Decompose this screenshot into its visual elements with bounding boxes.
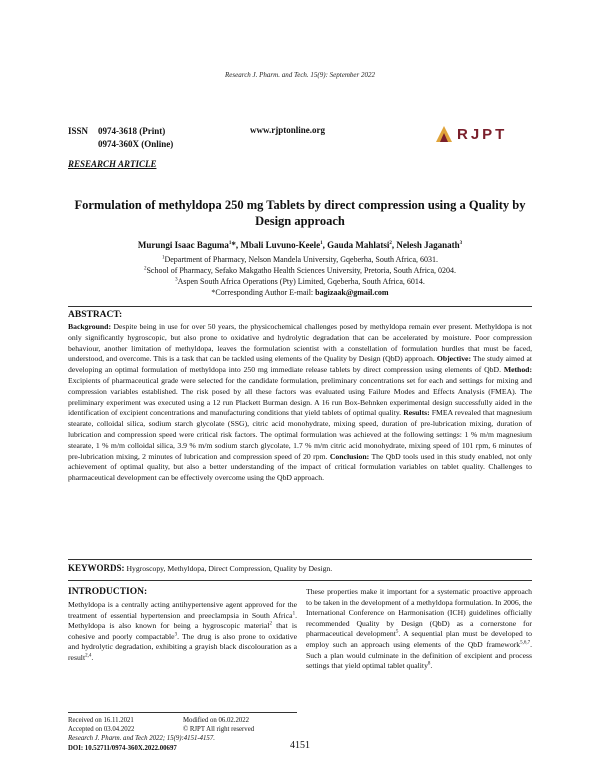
issn-online: 0974-360X (Online) [98, 139, 174, 149]
affiliation-sup: 2 [143, 266, 147, 272]
affiliation [70, 276, 530, 287]
intro-text: that is cohesive and poorly compactable [68, 621, 297, 641]
introduction-right-column [306, 587, 532, 672]
affiliation [70, 254, 530, 265]
affiliation-text: Department of Pharmacy, Nelson Mandela University, Gqeberha, South Africa, 6031. [164, 255, 439, 264]
logo-text: RJPT [457, 125, 508, 143]
corresponding-label: *Corresponding Author E-mail: [211, 288, 316, 297]
author-affil-sup: 1 [228, 241, 232, 246]
copyright: © RJPT All right reserved [183, 726, 255, 734]
citation-sup: 2 [269, 621, 272, 627]
corresponding-email[interactable]: bagizaak@gmail.com [315, 288, 389, 297]
intro-text: . The drug is also prone to oxidative and hydrolytic degradation, exhibiting a grayish black discolouration as a result [68, 631, 297, 662]
affiliation-text: School of Pharmacy, Sefako Makgatho Health Sciences University, Pretoria, South Africa, 0204. [146, 266, 457, 275]
journal-header: Research J. Pharm. and Tech. 15(9): September 2022 [225, 71, 375, 79]
affiliation-sup: 3 [175, 277, 178, 283]
author-separator: , [391, 240, 397, 250]
author-affil-sup: 2 [389, 241, 392, 246]
author-affil-sup: 3 [459, 241, 463, 246]
affiliation-text: Aspen South Africa Operations (Pty) Limited, Gqeberha, South Africa, 6014. [177, 277, 425, 286]
intro-text: Methyldopa is a centrally acting antihypertensive agent approved for the treatment of essential hypertension and preeclampsia in South Africa [68, 600, 297, 620]
citation-sup: 3 [174, 632, 178, 638]
article-title: Formulation of methyldopa 250 mg Tablets by direct compression using a Quality by Design approach [74, 198, 526, 228]
journal-logo [434, 124, 532, 144]
citation-sup: 2,4 [85, 653, 92, 659]
author-name: Mbali Luvuno-Keele [240, 240, 321, 250]
issn-label: ISSN [68, 126, 89, 136]
modified-date: Modified on 06.02.2022 [183, 717, 250, 724]
accepted-date: Accepted on 03.04.2022 [68, 726, 135, 734]
affiliation-sup: 1 [161, 255, 165, 261]
author-separator: , [235, 240, 241, 250]
divider [68, 580, 532, 581]
citation-sup: 5,6,7 [520, 640, 531, 646]
author-name: Gauda Mahlatsi [327, 240, 390, 250]
author-name: Nelesh Jaganath [396, 240, 460, 250]
keywords-label: KEYWORDS: [68, 563, 125, 573]
abstract-body [68, 322, 532, 484]
affiliation [70, 265, 530, 276]
article-type: RESEARCH ARTICLE [68, 159, 157, 169]
method-text: Excipients of pharmaceutical grade were selected for the candidate formulation, preliminary concentrations set for each and settings for mixing and compression variables established. The risk posed by all these factors was evaluated using Failure Modes and Effects Analysis (FMEA). The preliminary experiment was executed using a 12 run Plackett Burman design. A 16 run Box-Behnken experimental design successfully aided in the identification of excipient concentrations and manufacturing conditions that yield tablets of optimal quality. [68, 375, 532, 418]
author-affil-sup: 1 [320, 241, 323, 246]
logo-mark-icon [434, 125, 454, 143]
corresponding-author [70, 287, 530, 298]
intro-text: . Methyldopa is also known for being a hygroscopic material [68, 610, 297, 631]
conclusion-label: Conclusion: [329, 451, 370, 461]
results-text: FMEA revealed that magnesium stearate, colloidal silica, sodium starch glycolate (SSG), citric acid monohydrate, mixing speed, duration of pre-lubrication mixing, duration of lubrication and compression speed were critical risk factors. The optimal formulation was achieved at the following settings: 1 % m/m magnesium stearate, 1 % m/m colloidal silica, 3.9 % m/m sodium starch glycolate, 1.7 % m/m citric acid monohydrate, mixing speed of 101 rpm, 6 minutes of pre-lubrication mixing, 2 minutes of lubrication and compression speed of 20 rpm. [68, 408, 532, 461]
citation-sup: 5 [395, 629, 399, 635]
citation-sup: 1 [292, 611, 296, 617]
divider [68, 559, 532, 560]
introduction-heading: INTRODUCTION: [68, 587, 148, 597]
received-date: Received on 16.11.2021 [68, 717, 134, 724]
method-label: Method: [503, 365, 533, 375]
citation-sup: 8 [427, 661, 431, 667]
keywords-text: Hygroscopy, Methyldopa, Direct Compression, Quality by Design. [124, 564, 333, 573]
doi[interactable]: DOI: 10.52711/0974-360X.2022.00697 [68, 744, 177, 752]
keywords [68, 563, 532, 573]
corresponding-mark: * [231, 240, 236, 250]
issn-block [68, 125, 173, 151]
results-label: Results: [403, 408, 430, 418]
intro-text: These properties make it important for a systematic proactive approach to be taken in the development of a methyldopa formulation. In 2006, the International Conference on Harmonisation (ICH) guidelines officially recommended Quality by Design (QbD) as a cornerstone for pharmaceutical development [306, 587, 532, 639]
background-label: Background: [68, 322, 112, 331]
dates-divider [68, 712, 297, 713]
author-list [70, 240, 530, 250]
citation: Research J. Pharm. and Tech 2022; 15(9):4151-4157. [68, 735, 215, 743]
intro-text: . A sequential plan must be developed to employ such an approach using elements of the QbD framework [306, 629, 532, 649]
background-text: Despite being in use for over 50 years, the physicochemical challenges posed by methyldopa remain ever present. Methyldopa is not only significantly hygroscopic, but also prone to oxidative and hydrolytic degradation that can be accelerated by moisture. Poor compression behaviour, another limitation of methyldopa, leaves the formulation scientist with a constellation of formulation hurdles that must be faced, understood, and overcome. This is a task that can be tackled using elements of the Quality by Design (QbD) approach. [68, 322, 532, 364]
abstract-heading: ABSTRACT: [68, 310, 123, 320]
intro-text: . [430, 661, 433, 671]
objective-text: The study aimed at developing an optimal formulation of methyldopa into 250 mg immediate release tablets by direct compression using elements of QbD. [68, 354, 532, 375]
author-name: Murungi Isaac Baguma [137, 240, 229, 250]
conclusion-text: The QbD tools used in this study enabled, not only achievement of optimal quality, but also a better understanding of the impact of critical formulation variables on tablet quality. Challenges to pharmaceutical development can be effectively overcome using the QbD approach. [68, 451, 532, 483]
intro-text: . Such a plan would culminate in the definition of excipient and process settings that yield optimal tablet quality [306, 639, 532, 671]
objective-label: Objective: [436, 354, 472, 364]
divider [68, 306, 532, 307]
intro-text: . [91, 652, 94, 662]
introduction-left-column [68, 600, 297, 664]
journal-website[interactable]: www.rjptonline.org [250, 125, 325, 135]
page-number: 4151 [290, 740, 310, 751]
issn-print: 0974-3618 (Print) [98, 126, 166, 136]
author-separator: , [322, 240, 328, 250]
